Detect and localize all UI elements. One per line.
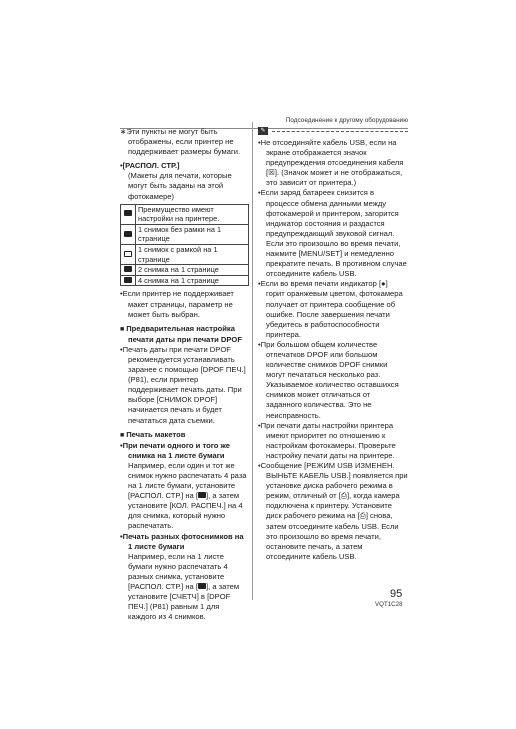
- square-bullet-icon: ■: [120, 325, 127, 333]
- bullet-text: Например, если один и тот же снимок нужно распечатать 4 раза на 1 листе бумаги, установите [РАСПОЛ. СТР.] на [: [128, 460, 247, 501]
- four-photos-icon: [124, 277, 132, 283]
- after-table-note: •Если принтер не поддерживает макет страницы, параметр не может быть выбран.: [120, 289, 234, 319]
- note-bullet: •При большом общем количестве отпечатков DPOF или большом количестве снимков DPOF снимки могут печататься несколько раз. Указываемое количество оставшихся снимков может отличаться от заданного количества. Это не неисправность.: [258, 339, 399, 420]
- note-icon: ✎: [258, 127, 268, 135]
- table-cell: Преимущество имеют настройки на принтере.: [136, 204, 249, 224]
- page-number: 95: [390, 588, 403, 600]
- table-cell: 1 снимок без рамки на 1 странице: [136, 224, 249, 244]
- note-header: [258, 127, 408, 135]
- column-divider: [252, 122, 253, 600]
- section-text-dpof: •Печать даты при печати DPOF рекомендуется устанавливать заранее с помощью [DPOF ПЕЧ.] (P81), если принтер поддерживает печать даты. При выборе [СНИМОК DPOF] начинается печать и будет печататься дата съемки.: [120, 344, 246, 425]
- two-photos-icon: [124, 266, 132, 272]
- one-photo-border-icon: [124, 251, 132, 257]
- page-header: Подсоединение к другому оборудованию: [120, 116, 408, 129]
- note-bullet: •Если заряд батареек снизится в процессе обмена данными между фотокамерой и принтером, загорится индикатор состояния и раздастся предупреждающий звуковой сигнал. Если это произошло во время печати, нажмите [MENU/SET] и немедленно прекратите печать. В противном случае отсоедините кабель USB.: [258, 188, 407, 279]
- table-row: [121, 265, 249, 276]
- table-row: [121, 275, 249, 286]
- square-bullet-icon: ■: [120, 431, 127, 439]
- printer-icon: [124, 210, 132, 216]
- layout-title: •[РАСПОЛ. СТР.]: [120, 161, 180, 171]
- section-title-dpof: Предварительная настройка печати даты при печати DPOF: [126, 323, 242, 344]
- doc-code: VQT1C28: [375, 601, 403, 608]
- note-star: ∗Эти пункты не могут быть отображены, если принтер не поддерживает размеры бумаги.: [120, 127, 241, 157]
- note-bullet: •При печати даты настройки принтера имеют приоритет по отношению к настройкам фотокамеры. Проверьте настройку печати даты на принтере.: [258, 420, 396, 460]
- layout-desc: (Макеты для печати, которые могут быть заданы на этой фотокамере): [128, 171, 232, 201]
- table-cell: 4 снимка на 1 странице: [136, 275, 249, 286]
- note-bullet: •Если во время печати индикатор [●] горит оранжевым цветом, фотокамера получает от принтера сообщение об ошибке. После завершения печати убедитесь в работоспособности принтера.: [258, 279, 403, 339]
- bullet-title-same: •При печати одного и того же снимка на 1 листе бумаги: [120, 440, 231, 460]
- bullet-text: Например, если на 1 листе бумаги нужно распечатать 4 разных снимка, установите [РАСПОЛ. СТР.] на [: [128, 551, 228, 592]
- table-cell: 1 снимок с рамкой на 1 странице: [136, 245, 249, 265]
- table-cell: 2 снимка на 1 странице: [136, 265, 249, 276]
- bullet-text: ], а затем установите [КОЛ. РАСПЕЧ.] на 4 для снимка, который нужно распечатать.: [128, 491, 243, 531]
- dashed-divider: [272, 131, 408, 132]
- note-bullet: •Сообщение [РЕЖИМ USB ИЗМЕНЕН. ВЫНЬТЕ КАБЕЛЬ USB.] появляется при установке диска рабочего режима в режим, отличный от [⎙], когда камера подключена к принтеру. Установите диск рабочего режима на [⎙] снова, затем отсоедините кабель USB. Если это произошло во время печати, остановите печать, а затем отсоедините кабель USB.: [258, 461, 408, 561]
- table-row: [121, 224, 249, 244]
- one-photo-no-border-icon: [124, 231, 132, 237]
- layout-table: [120, 204, 249, 287]
- bullet-title-different: •Печать разных фотоснимков на 1 листе бумаги: [120, 531, 244, 551]
- four-photos-icon: [198, 492, 206, 498]
- note-bullet: •Не отсоединяйте кабель USB, если на экране отображается значок предупреждения отсоединения кабеля [☒]. (Значок может и не отображаться, это зависит от принтера.): [258, 138, 404, 188]
- left-column: [120, 127, 249, 622]
- right-column: [258, 127, 408, 562]
- table-row: [121, 204, 249, 224]
- bullet-text: ], а затем установите [СЧЕТЧ] в [DPOF ПЕЧ.] (P81) равным 1 для каждого из 4 снимков.: [128, 582, 240, 622]
- four-photos-icon: [198, 583, 206, 589]
- section-title-layout: Печать макетов: [126, 429, 186, 439]
- table-row: [121, 245, 249, 265]
